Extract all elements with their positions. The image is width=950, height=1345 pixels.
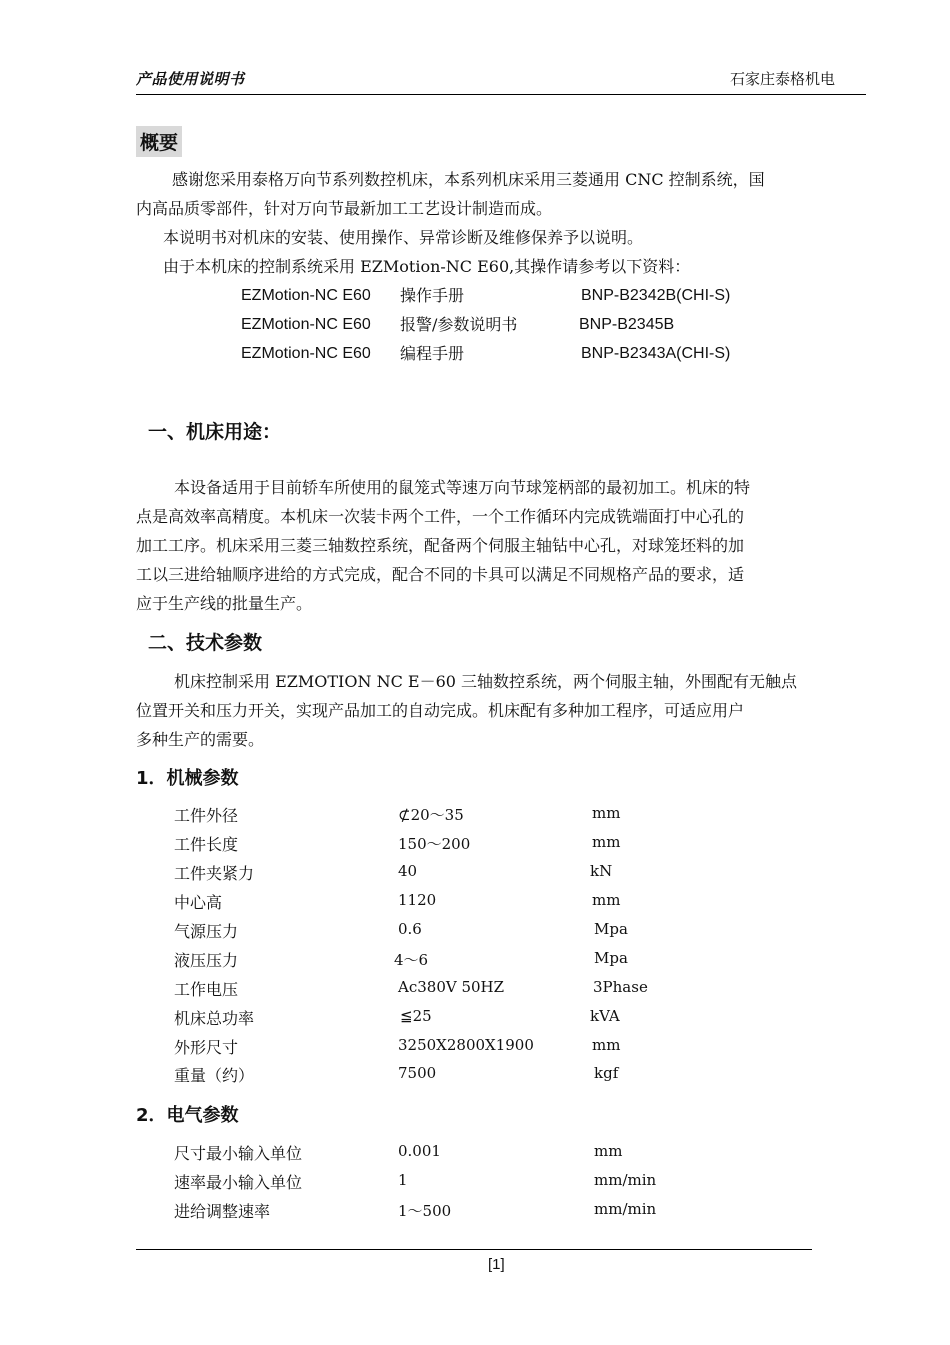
overview-title: 概要 bbox=[136, 126, 182, 157]
section1-line: 加工工序。机床采用三菱三轴数控系统，配备两个伺服主轴钻中心孔，对球笼坯料的加 bbox=[136, 536, 745, 555]
overview-p3: 由于本机床的控制系统采用 EZMotion-NC E60,其操作请参考以下资料： bbox=[163, 257, 691, 276]
section2-line: 多种生产的需要。 bbox=[136, 730, 265, 749]
param-name: 机床总功率 bbox=[174, 1009, 255, 1028]
param-name: 液压压力 bbox=[174, 951, 239, 970]
param-value: 1 bbox=[398, 1171, 408, 1189]
param-value: 3250X2800X1900 bbox=[398, 1036, 534, 1054]
param-unit: mm bbox=[592, 804, 621, 822]
param-name: 进给调整速率 bbox=[174, 1202, 271, 1221]
doc-system: EZMotion-NC E60 bbox=[241, 316, 371, 333]
param-value: 0.6 bbox=[398, 920, 422, 938]
section1-line: 应于生产线的批量生产。 bbox=[136, 594, 313, 613]
param-name: 气源压力 bbox=[174, 922, 239, 941]
param-name: 工件夹紧力 bbox=[174, 864, 255, 883]
param-value: 1120 bbox=[398, 891, 437, 909]
param-unit: mm bbox=[592, 891, 621, 909]
doc-system: EZMotion-NC E60 bbox=[241, 345, 371, 362]
param-value: 1～500 bbox=[398, 1202, 452, 1220]
page-number: [1] bbox=[488, 1256, 505, 1273]
section2-line: 机床控制采用 EZMOTION NC E－60 三轴数控系统，两个伺服主轴，外围配有无触点 bbox=[174, 672, 798, 691]
param-value: 40 bbox=[398, 862, 418, 880]
footer-divider bbox=[136, 1249, 812, 1250]
param-unit: mm bbox=[594, 1142, 623, 1160]
section2-title: 二、技术参数 bbox=[148, 632, 263, 654]
param-name: 中心高 bbox=[174, 893, 223, 912]
param-value: 4～6 bbox=[394, 951, 429, 969]
param-name: 重量（约） bbox=[174, 1066, 255, 1085]
doc-code: BNP-B2345B bbox=[579, 316, 675, 333]
param-value: 150～200 bbox=[398, 835, 471, 853]
param-value: ⊄20～35 bbox=[398, 806, 464, 824]
param-unit: Mpa bbox=[594, 920, 628, 938]
param-name: 尺寸最小输入单位 bbox=[174, 1144, 303, 1163]
param-value: 7500 bbox=[398, 1064, 437, 1082]
param-unit: kVA bbox=[590, 1007, 620, 1025]
section2-line: 位置开关和压力开关，实现产品加工的自动完成。机床配有多种加工程序，可适应用户 bbox=[136, 701, 745, 720]
mech-params-title: 1．机械参数 bbox=[136, 768, 239, 789]
doc-system: EZMotion-NC E60 bbox=[241, 287, 371, 304]
param-unit: mm bbox=[592, 833, 621, 851]
param-unit: mm bbox=[592, 1036, 621, 1054]
section1-title: 一、机床用途： bbox=[148, 421, 282, 443]
param-name: 工件外径 bbox=[174, 806, 239, 825]
overview-p1-line2: 内高品质零部件，针对万向节最新加工工艺设计制造而成。 bbox=[136, 199, 553, 218]
doc-name: 报警/参数说明书 bbox=[400, 315, 518, 334]
param-unit: mm/min bbox=[594, 1171, 657, 1189]
doc-name: 操作手册 bbox=[400, 286, 465, 305]
doc-code: BNP-B2343A(CHI-S) bbox=[581, 345, 731, 362]
param-name: 速率最小输入单位 bbox=[174, 1173, 303, 1192]
overview-p2: 本说明书对机床的安装、使用操作、异常诊断及维修保养予以说明。 bbox=[163, 228, 644, 247]
param-value: ≦25 bbox=[400, 1007, 432, 1025]
param-unit: Mpa bbox=[594, 949, 628, 967]
section1-line: 工以三进给轴顺序进给的方式完成，配合不同的卡具可以满足不同规格产品的要求，适 bbox=[136, 565, 745, 584]
param-unit: kgf bbox=[594, 1064, 619, 1082]
header-doc-title: 产品使用说明书 bbox=[136, 70, 245, 88]
header-divider bbox=[136, 94, 866, 95]
param-unit: 3Phase bbox=[593, 978, 648, 996]
header-company: 石家庄泰格机电 bbox=[730, 70, 836, 88]
overview-p1-line1: 感谢您采用泰格万向节系列数控机床，本系列机床采用三菱通用 CNC 控制系统，国 bbox=[172, 170, 765, 189]
elec-params-title: 2．电气参数 bbox=[136, 1105, 239, 1126]
doc-name: 编程手册 bbox=[400, 344, 465, 363]
doc-code: BNP-B2342B(CHI-S) bbox=[581, 287, 731, 304]
param-name: 外形尺寸 bbox=[174, 1038, 239, 1057]
param-unit: mm/min bbox=[594, 1200, 657, 1218]
param-unit: kN bbox=[590, 862, 613, 880]
param-value: Ac380V 50HZ bbox=[398, 978, 505, 996]
section1-line: 点是高效率高精度。本机床一次装卡两个工件，一个工作循环内完成铣端面打中心孔的 bbox=[136, 507, 745, 526]
param-value: 0.001 bbox=[398, 1142, 441, 1160]
section1-line: 本设备适用于目前轿车所使用的鼠笼式等速万向节球笼柄部的最初加工。机床的特 bbox=[174, 478, 751, 497]
param-name: 工作电压 bbox=[174, 980, 239, 999]
param-name: 工件长度 bbox=[174, 835, 239, 854]
